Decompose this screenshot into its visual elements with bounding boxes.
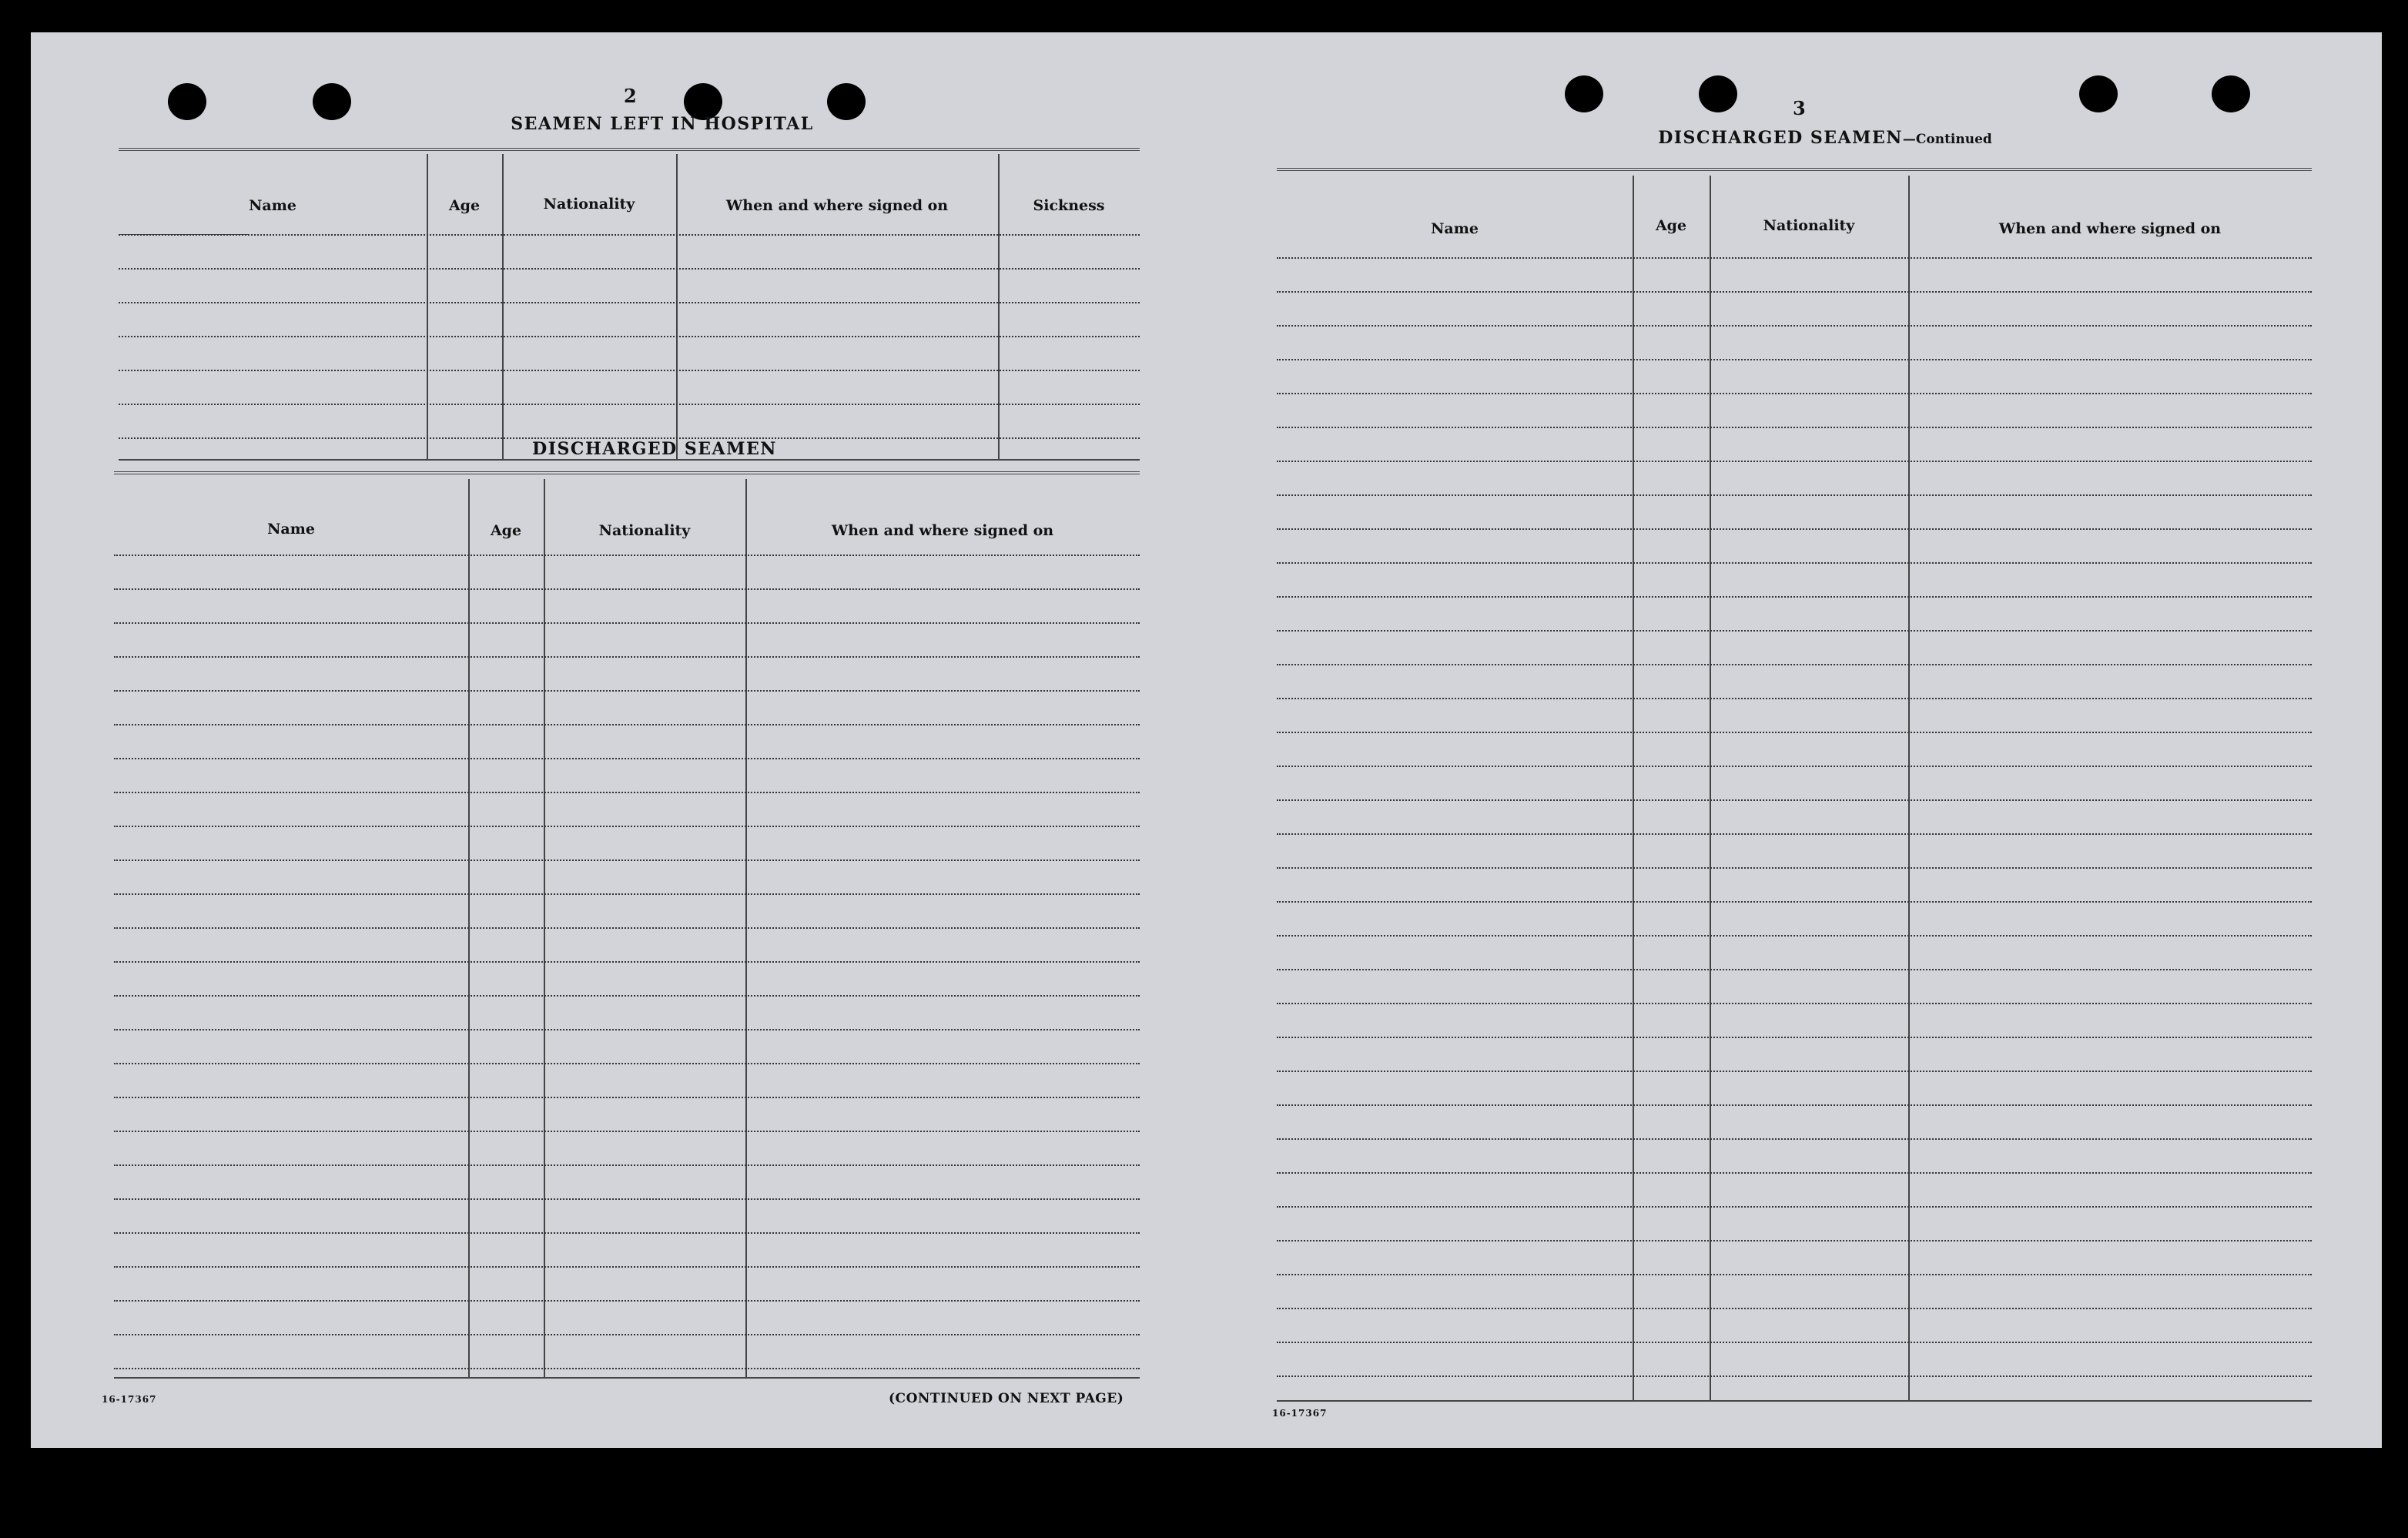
form-sheet	[31, 32, 2382, 1448]
table-row	[114, 995, 1140, 997]
table-row	[1277, 562, 2312, 564]
table-row	[1277, 257, 2312, 259]
punch-hole	[1565, 75, 1603, 112]
table-row	[114, 1334, 1140, 1335]
column-header-nationality: Nationality	[1763, 217, 1855, 234]
table-row	[114, 1029, 1140, 1030]
table-row	[114, 1266, 1140, 1268]
table-row	[1277, 1071, 2312, 1072]
table-row	[1277, 799, 2312, 801]
hospital-table	[119, 148, 1140, 461]
table-row	[114, 690, 1140, 692]
table-row	[1277, 1037, 2312, 1038]
column-header-age: Age	[448, 197, 481, 214]
table-row	[1277, 969, 2312, 970]
table-row	[1277, 291, 2312, 293]
punch-hole	[2212, 75, 2250, 112]
table-row	[114, 758, 1140, 759]
column-header-signed-on: When and where signed on	[725, 197, 949, 214]
table-row	[114, 622, 1140, 624]
column-header-nationality: Nationality	[598, 522, 691, 539]
table-top-rule	[114, 471, 1140, 474]
table-row	[1277, 1342, 2312, 1343]
form-number: 16-17367	[102, 1394, 157, 1405]
table-row	[119, 268, 1140, 270]
table-bottom-rule	[119, 459, 1140, 461]
form-number: 16-17367	[1272, 1408, 1328, 1419]
punch-hole	[2079, 75, 2118, 112]
table-row	[119, 302, 1140, 303]
table-row	[114, 1300, 1140, 1302]
table-row	[114, 1198, 1140, 1200]
table-row	[119, 404, 1140, 405]
table-row	[1277, 698, 2312, 699]
table-row	[1277, 393, 2312, 394]
title-text: DISCHARGED SEAMEN	[1658, 128, 1903, 148]
column-divider	[427, 154, 428, 461]
column-header-sickness: Sickness	[1033, 197, 1105, 214]
punch-hole	[313, 83, 351, 120]
table-row	[1277, 528, 2312, 530]
table-row	[114, 826, 1140, 827]
column-header-name: Name	[1431, 220, 1479, 237]
table-row	[1277, 427, 2312, 428]
column-header-age: Age	[1655, 217, 1687, 234]
table-row	[1277, 1308, 2312, 1309]
column-header-name: Name	[267, 521, 315, 538]
table-row	[1277, 1206, 2312, 1208]
column-divider	[998, 154, 1000, 461]
column-header-name: Name	[249, 197, 296, 214]
table-row	[114, 1131, 1140, 1132]
table-row	[1277, 596, 2312, 598]
page-number: 3	[1793, 97, 1806, 119]
table-row	[114, 893, 1140, 895]
table-top-rule	[119, 148, 1140, 151]
punch-hole	[168, 83, 206, 120]
table-row	[114, 1232, 1140, 1234]
table-row	[114, 724, 1140, 725]
page-number: 2	[624, 85, 637, 107]
table-top-rule	[1277, 168, 2312, 171]
table-row	[1277, 833, 2312, 835]
table-bottom-rule	[1277, 1400, 2312, 1402]
table-row	[1277, 1375, 2312, 1377]
table-row	[1277, 630, 2312, 632]
table-row	[114, 1063, 1140, 1064]
table-row	[1277, 935, 2312, 937]
column-divider	[676, 154, 678, 461]
table-row	[114, 555, 1140, 556]
hospital-section-title: SEAMEN LEFT IN HOSPITAL	[511, 114, 814, 134]
table-row	[1277, 1104, 2312, 1106]
table-row	[114, 1164, 1140, 1166]
table-row	[1277, 359, 2312, 360]
column-header-signed-on: When and where signed on	[831, 522, 1054, 539]
table-row	[119, 234, 1140, 236]
discharged-continued-title	[1586, 128, 2064, 148]
table-row	[1277, 1172, 2312, 1174]
column-header-nationality: Nationality	[543, 196, 635, 213]
column-header-signed-on: When and where signed on	[1998, 220, 2222, 237]
discharged-continued-table	[1277, 168, 2312, 1431]
table-row	[1277, 1240, 2312, 1241]
discharged-section-title: DISCHARGED SEAMEN	[532, 439, 777, 459]
table-row	[114, 1368, 1140, 1369]
table-row	[1277, 732, 2312, 733]
table-row	[114, 656, 1140, 658]
discharged-table	[114, 471, 1140, 1426]
table-row	[1277, 664, 2312, 665]
table-row	[1277, 867, 2312, 869]
column-header-age: Age	[490, 522, 522, 539]
table-bottom-rule	[114, 1377, 1140, 1379]
table-row	[1277, 766, 2312, 767]
table-row	[114, 859, 1140, 861]
table-row	[1277, 325, 2312, 327]
table-row	[114, 961, 1140, 963]
table-row	[1277, 1138, 2312, 1140]
table-row	[1277, 1003, 2312, 1004]
table-row	[1277, 494, 2312, 496]
table-row	[114, 927, 1140, 929]
table-row	[119, 370, 1140, 371]
table-row	[119, 336, 1140, 337]
table-row	[1277, 461, 2312, 462]
title-suffix: —Continued	[1902, 132, 1992, 147]
table-row	[1277, 901, 2312, 903]
continued-note: (CONTINUED ON NEXT PAGE)	[889, 1391, 1124, 1406]
table-row	[1277, 1274, 2312, 1275]
table-row	[114, 588, 1140, 590]
column-divider	[502, 154, 504, 461]
table-row	[114, 1097, 1140, 1098]
punch-hole	[1699, 75, 1737, 112]
table-row	[114, 792, 1140, 793]
